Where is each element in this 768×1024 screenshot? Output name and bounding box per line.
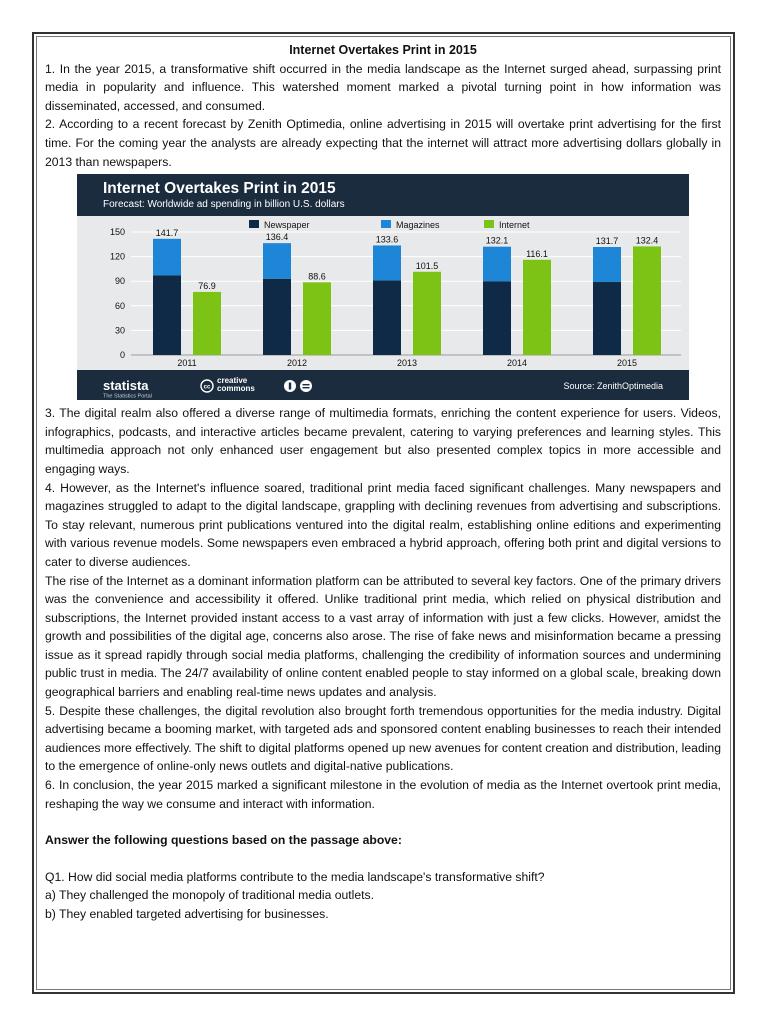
- document-title: Internet Overtakes Print in 2015: [289, 43, 477, 57]
- legend-swatch-internet: [484, 220, 494, 228]
- bar-newspaper: [373, 281, 401, 356]
- option-a[interactable]: a) They challenged the monopoly of traditional media outlets.: [45, 888, 375, 903]
- y-tick-label: 120: [109, 251, 125, 262]
- x-tick-label: 2012: [286, 358, 308, 369]
- document-body: [45, 41, 721, 924]
- y-tick-label: 90: [114, 276, 125, 287]
- value-label-internet: 76.9: [198, 281, 216, 292]
- paragraph-rise: The rise of the Internet as a dominant information platform can be attributed to several key factors. One of the primary drivers was the convenience and accessibility it offered. Unlike traditional print media, which relied on physical distribution and subscriptions, the Internet provided instant access to a vast array of information with just a few clicks. However, amidst the growth and possibilities of the digital age, concerns also arose. The rise of fake news and misinformation became a pressing issue as it spread rapidly through social media platforms, challenging the credibility of information sources and undermining public trust in media. The 24/7 availability of online content enabled people to stay informed on a global scale, breaking down geographical barriers and enabling real-time news updates and analysis.: [45, 573, 721, 700]
- y-tick-label: 0: [119, 350, 125, 361]
- value-label-internet: 116.1: [526, 248, 548, 259]
- svg-text:cc: cc: [203, 384, 211, 391]
- instructions: Answer the following questions based on the passage above:: [45, 833, 402, 848]
- legend-label-internet: Internet: [499, 220, 530, 231]
- bar-internet: [523, 260, 551, 355]
- bar-newspaper: [263, 279, 291, 355]
- legend-label-magazines: Magazines: [396, 220, 440, 231]
- paragraph-6: 6. In conclusion, the year 2015 marked a significant milestone in the evolution of media as the Internet overtook print media, reshaping the way we consume and interact with information.: [45, 778, 721, 811]
- bar-internet: [193, 292, 221, 355]
- bar-internet: [633, 247, 661, 356]
- ad-spending-chart: [77, 174, 689, 400]
- bar-magazines: [153, 239, 181, 276]
- value-label-print: 132.1: [485, 235, 509, 246]
- cc-text-creative: creative: [217, 376, 248, 386]
- bar-newspaper: [483, 281, 511, 355]
- bar-internet: [413, 272, 441, 355]
- x-tick-label: 2011: [177, 358, 197, 369]
- value-label-internet: 132.4: [635, 235, 659, 246]
- cc-text-commons: commons: [217, 384, 255, 394]
- question-1: Q1. How did social media platforms contribute to the media landscape's transformative shift?: [45, 869, 545, 884]
- chart-subtitle: Forecast: Worldwide ad spending in billion U.S. dollars: [103, 199, 345, 211]
- value-label-internet: 101.5: [415, 260, 439, 271]
- bar-internet: [303, 283, 331, 356]
- bar-magazines: [263, 243, 291, 279]
- bar-magazines: [373, 246, 401, 281]
- spacer: [45, 813, 721, 831]
- legend-swatch-magazines: [381, 220, 391, 228]
- paragraph-3: 3. The digital realm also offered a diverse range of multimedia formats, enriching the content experience for users. Videos, infographics, podcasts, and interactive articles became prevalent, catering to varying preferences and learning styles. This multimedia approach not only enhanced user engagement but also presented complex topics in more accessible and engaging ways.: [45, 406, 721, 476]
- value-label-print: 133.6: [375, 234, 399, 245]
- bar-newspaper: [153, 276, 181, 356]
- legend-swatch-newspaper: [249, 220, 259, 228]
- cc-by-icon: [284, 380, 296, 392]
- paragraph-2: 2. According to a recent forecast by Zenith Optimedia, online advertising in 2015 will overtake print advertising for the first time. For the coming year the analysts are already expecting that the internet will attract more advertising dollars globally in 2013 than newspapers.: [45, 117, 721, 169]
- chart-title: Internet Overtakes Print in 2015: [103, 180, 336, 198]
- x-tick-label: 2015: [616, 358, 638, 369]
- legend-label-newspaper: Newspaper: [264, 220, 310, 231]
- statista-tagline: The Statistics Portal: [103, 393, 152, 400]
- value-label-print: 141.7: [155, 227, 179, 238]
- paragraph-1: 1. In the year 2015, a transformative shift occurred in the media landscape as the Internet surged ahead, surpassing print media in popularity and influence. This watershed moment marked a pivotal turning point in how information was disseminated, accessed, and consumed.: [45, 61, 721, 113]
- y-tick-label: 30: [114, 325, 125, 336]
- paragraph-4: 4. However, as the Internet's influence soared, traditional print media faced significant challenges. Many newspapers and magazines struggled to adapt to the digital landscape, grappling with declining revenues from advertising and subscriptions. To stay relevant, numerous print publications ventured into the digital realm, establishing online editions and experimenting with various revenue models. Some newspapers even embraced a hybrid approach, offering both print and digital versions to cater to diverse audiences.: [45, 480, 721, 569]
- bar-newspaper: [593, 282, 621, 355]
- y-tick-label: 60: [114, 300, 125, 311]
- x-tick-label: 2013: [396, 358, 418, 369]
- y-tick-label: 150: [109, 227, 125, 238]
- x-tick-label: 2014: [506, 358, 528, 369]
- option-b[interactable]: b) They enabled targeted advertising for businesses.: [45, 907, 329, 921]
- spacer: [45, 850, 721, 868]
- bar-magazines: [593, 247, 621, 282]
- value-label-internet: 88.6: [308, 271, 326, 282]
- bar-magazines: [483, 247, 511, 282]
- statista-logo: statista: [103, 378, 149, 394]
- chart-svg: [77, 174, 689, 400]
- chart-source: Source: ZenithOptimedia: [563, 381, 663, 392]
- value-label-print: 136.4: [265, 232, 289, 243]
- value-label-print: 131.7: [595, 236, 619, 247]
- paragraph-5: 5. Despite these challenges, the digital revolution also brought forth tremendous opportunities for the media industry. Digital advertising became a booming market, with targeted ads and sponsored content enabling businesses to reach their intended audiences more effectively. The shift to digital platforms opened up new avenues for content creation and distribution, leading to the emergence of online-only news outlets and digital-native publications.: [45, 703, 721, 774]
- cc-nd-icon: [300, 380, 312, 392]
